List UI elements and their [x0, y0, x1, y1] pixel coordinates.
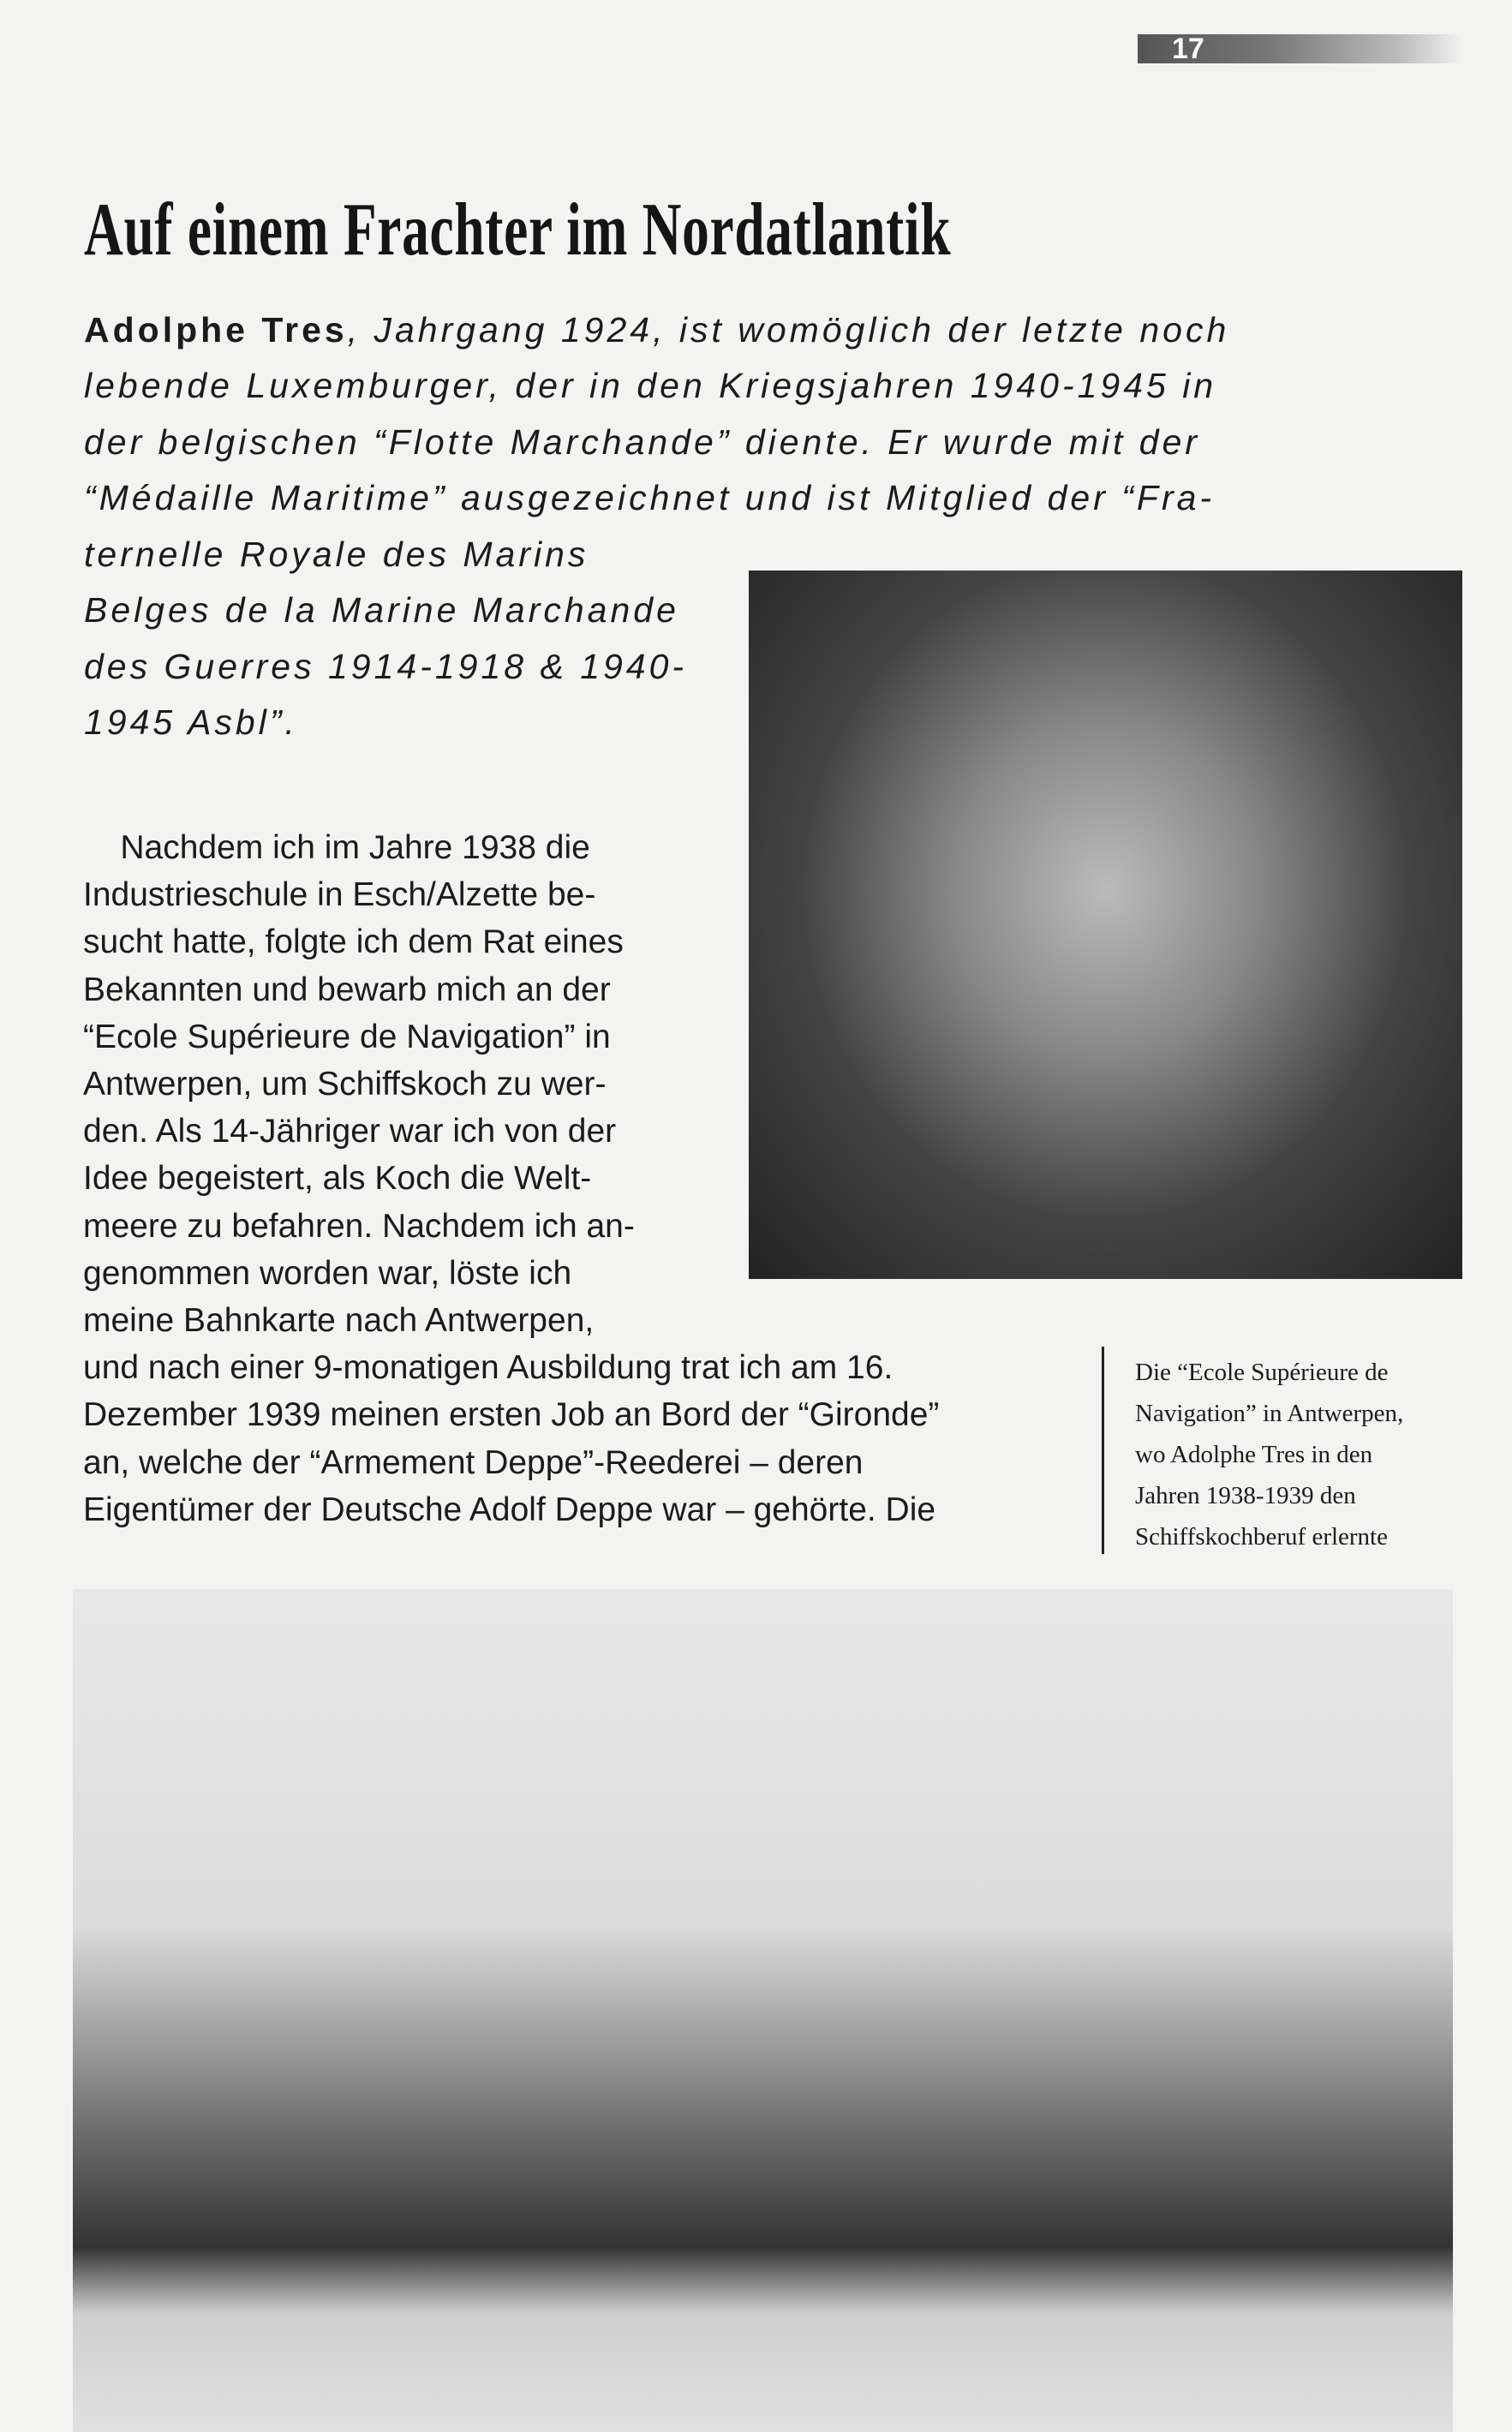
intro-line: lebende Luxemburger, der in den Kriegsjahren 1940-1945 in	[84, 366, 1217, 405]
page-number: 17	[1172, 33, 1204, 65]
intro-line: “Médaille Maritime” ausgezeichnet und ist Mitglied der “Fra-	[84, 478, 1216, 517]
page-number-bar	[1138, 34, 1463, 63]
body-line: Dezember 1939 meinen ersten Job an Bord der “Gironde”	[83, 1396, 940, 1434]
body-line: den. Als 14-Jähriger war ich von der	[83, 1113, 617, 1150]
intro-line: des Guerres 1914-1918 & 1940-	[84, 646, 688, 686]
body-line: “Ecole Supérieure de Navigation” in	[83, 1018, 611, 1055]
portrait-photo	[749, 571, 1462, 1279]
body-line: Idee begeistert, als Koch die Welt-	[83, 1160, 592, 1198]
intro-line: der belgischen “Flotte Marchande” diente. Er wurde mit der	[84, 421, 1201, 462]
photo-caption	[1135, 1352, 1403, 1557]
caption-rule	[1102, 1347, 1104, 1554]
intro-line: Belges de la Marine Marchande	[84, 590, 679, 630]
intro-line	[84, 310, 1229, 350]
body-line: Industrieschule in Esch/Alzette be-	[83, 876, 596, 914]
intro-line: ternelle Royale des Marins	[84, 534, 589, 574]
body-line: Eigentümer der Deutsche Adolf Deppe war – gehörte. Die	[83, 1491, 936, 1528]
caption-line: wo Adolphe Tres in den	[1135, 1441, 1373, 1468]
body-line: genommen worden war, löste ich	[83, 1254, 572, 1292]
body-line: an, welche der “Armement Deppe”-Reederei – deren	[83, 1443, 864, 1481]
caption-line: Navigation” in Antwerpen,	[1135, 1400, 1404, 1427]
person-name: Adolphe Tres	[84, 310, 348, 350]
caption-line: Jahren 1938-1939 den	[1135, 1482, 1356, 1509]
intro-text: , Jahrgang 1924, ist womöglich der letzte noch	[347, 310, 1230, 350]
body-line: Antwerpen, um Schiffskoch zu wer-	[83, 1066, 607, 1102]
intro-line: 1945 Asbl”.	[84, 702, 298, 742]
body-line: Bekannten und bewarb mich an der	[83, 971, 611, 1008]
harbor-photo	[73, 1589, 1453, 2432]
caption-line: Schiffskochberuf erlernte	[1135, 1523, 1388, 1551]
body-line: und nach einer 9-monatigen Ausbildung trat ich am 16.	[83, 1349, 893, 1387]
body-line: meine Bahnkarte nach Antwerpen,	[83, 1302, 595, 1339]
caption-line: Die “Ecole Supérieure de	[1135, 1359, 1389, 1386]
body-line: Nachdem ich im Jahre 1938 die	[83, 829, 590, 866]
article-title: Auf einem Frachter im Nordatlantik	[84, 188, 952, 272]
body-line: sucht hatte, folgte ich dem Rat eines	[83, 923, 624, 961]
body-line: meere zu befahren. Nachdem ich an-	[83, 1207, 635, 1245]
